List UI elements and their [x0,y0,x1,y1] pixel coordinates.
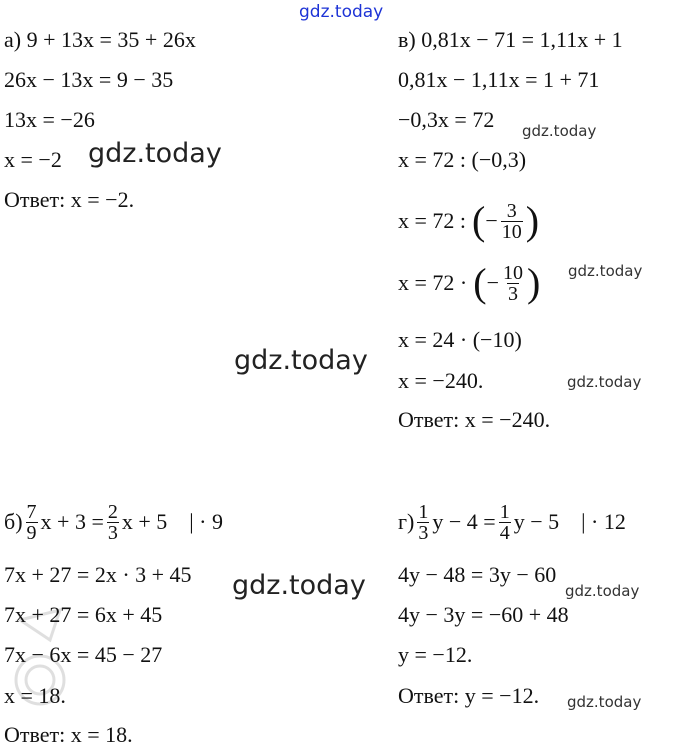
open-paren: ( [473,260,487,305]
fraction [501,201,523,242]
part-v-line-5-prefix: x = 72 : [398,208,467,233]
watermark-big: gdz.today [88,138,222,169]
part-a-line-2: 26x − 13x = 9 − 35 [4,67,174,92]
watermark-big: gdz.today [234,345,368,376]
fraction [107,502,119,543]
part-b-line-3: 7x + 27 = 6x + 45 [4,602,163,627]
part-b-multiplier: | · 9 [189,509,224,534]
watermark-small: gdz.today [567,373,642,391]
close-paren: ) [525,198,540,243]
numerator: 1 [418,500,429,523]
part-v-line-5 [398,196,539,246]
part-v-line-6-prefix: x = 72 · [398,270,468,295]
part-g-line-2: 4y − 48 = 3y − 60 [398,562,557,587]
part-b-middle: x + 3 = [40,509,104,534]
numerator: 3 [506,199,517,222]
denominator: 3 [418,521,429,544]
open-paren: ( [472,198,486,243]
denominator: 10 [501,220,522,243]
denominator: 3 [107,521,118,544]
watermark-small: gdz.today [568,262,643,280]
fraction [499,502,511,543]
part-b-line-4: 7x − 6x = 45 − 27 [4,642,163,667]
denominator: 4 [499,521,510,544]
part-v-line-4: x = 72 : (−0,3) [398,147,527,172]
watermark-big: gdz.today [232,570,366,601]
part-g-multiplier: | · 12 [581,509,626,534]
part-g-line-1 [398,496,626,548]
part-v-line-6-minus: − [486,270,499,295]
part-b-answer: Ответ: x = 18. [4,722,133,747]
part-v-line-6 [398,258,540,308]
part-b-label: б) [4,509,23,534]
part-b-line-5: x = 18. [4,683,66,708]
part-g-line-3: 4y − 3y = −60 + 48 [398,602,569,627]
numerator: 7 [26,500,37,523]
watermark-small: gdz.today [522,122,597,140]
part-v-line-1: в) 0,81x − 71 = 1,11x + 1 [398,27,623,52]
part-v-line-3: −0,3x = 72 [398,107,495,132]
part-b-line-1 [4,496,223,548]
part-v-line-7: x = 24 · (−10) [398,327,522,352]
part-b-line-2: 7x + 27 = 2x · 3 + 45 [4,562,192,587]
watermark-top: gdz.today [299,2,384,22]
part-b-end: x + 5 [121,509,168,534]
part-v-answer: Ответ: x = −240. [398,407,551,432]
numerator: 1 [499,500,510,523]
part-a-line-1: а) 9 + 13x = 35 + 26x [4,27,196,52]
denominator: 9 [26,521,37,544]
part-g-middle: y − 4 = [432,509,496,534]
part-a-answer: Ответ: x = −2. [4,187,135,212]
part-a-line-3: 13x = −26 [4,107,95,132]
part-a-line-4: x = −2 [4,147,62,172]
part-v-line-2: 0,81x − 1,11x = 1 + 71 [398,67,600,92]
fraction [417,502,429,543]
close-paren: ) [526,260,541,305]
watermark-small: gdz.today [567,693,642,711]
numerator: 2 [107,500,118,523]
numerator: 10 [502,261,523,284]
denominator: 3 [507,282,518,305]
fraction [26,502,38,543]
watermark-small: gdz.today [565,582,640,600]
fraction [502,263,524,304]
part-v-line-5-minus: − [485,208,498,233]
part-g-answer: Ответ: y = −12. [398,683,540,708]
part-g-end: y − 5 [513,509,560,534]
part-g-label: г) [398,509,415,534]
part-v-line-8: x = −240. [398,368,484,393]
part-g-line-4: y = −12. [398,642,473,667]
